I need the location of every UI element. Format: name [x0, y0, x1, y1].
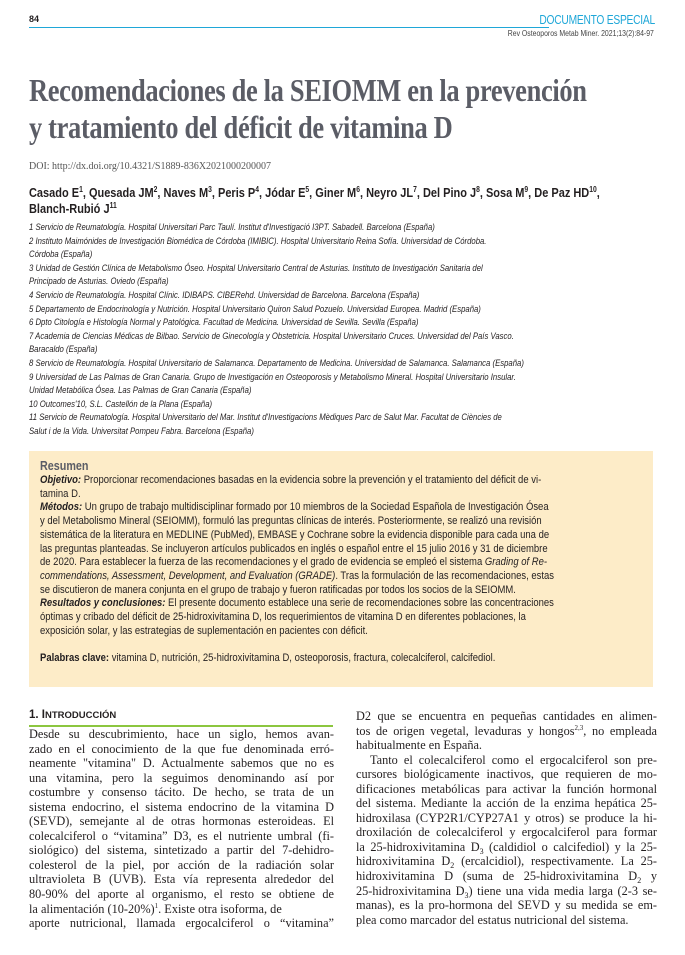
affiliation-ref: 11: [109, 201, 117, 210]
affiliation-line: 2 Instituto Maimónides de Investigación Biomédica de Córdoba (IMIBIC). Hospital Universitario Reina Sofía. Universidad de Córdoba.: [29, 235, 487, 247]
metodos-label: Métodos:: [40, 501, 83, 514]
citation-ref[interactable]: 1: [154, 901, 159, 910]
abstract-line: se discutieron de manera conjunta en el grupo de trabajo y fueron ratificadas por todos los socios de la SEIOMM.: [40, 583, 516, 596]
title-line: y tratamiento del déficit de vitamina D: [29, 110, 453, 145]
body-line: plea como marcador del estatus nutricional del sistema.: [356, 912, 629, 927]
abstract-line: las preguntas planteadas. Se incluyeron artículos publicados en inglés o español entre el 15 julio 2016 y 31 de diciembre: [40, 542, 548, 555]
affiliation-line: 4 Servicio de Reumatología. Hospital Clínic. IDIBAPS. CIBERehd. Universidad de Barcelona. Barcelona (España): [29, 289, 420, 301]
affiliation-line: 3 Unidad de Gestión Clínica de Metabolismo Óseo. Hospital Universitario Central de Asturias. Instituto de Investigación Sanitaria del: [29, 262, 483, 274]
abstract-line: [40, 501, 649, 515]
author-name: Naves M: [163, 185, 209, 200]
body-line: (SEVD), semejante al de otras hormonas esteroideas. El: [29, 814, 334, 829]
abstract-italic-text: Grading of Re-: [484, 556, 548, 569]
body-line: [356, 854, 657, 869]
author-name: Giner M: [315, 185, 357, 200]
abstract-line: óptimas y cribado del déficit de 25-hidroxivitamina D, los requerimientos de vitamina D en diferentes poblaciones, la: [40, 611, 526, 624]
affiliation-line: 10 Outcomes'10, S.L. Castellón de la Plana (España): [29, 398, 213, 410]
body-line: del sistema. Mediante la acción de la enzima hepática 25-: [356, 796, 657, 811]
abstract-line: [40, 570, 649, 584]
affiliation-line: 7 Academia de Ciencias Médicas de Bilbao. Servicio de Ginecología y Obstetricia. Hospital Universitario Cruces. Universidad del País Vasco.: [29, 330, 514, 342]
keywords-label: Palabras clave:: [40, 652, 110, 665]
author-name: Blanch-Rubió J: [29, 201, 110, 216]
abstract-heading: Resumen: [40, 459, 89, 473]
affiliation-ref: 10: [589, 185, 597, 194]
author-name: Neyro JL: [366, 185, 414, 200]
affiliation-line: Córdoba (España): [29, 249, 93, 261]
affiliation-ref: 2: [153, 185, 158, 194]
affiliation-line: 1 Servicio de Reumatología. Hospital Universitari Parc Taulí. Institut d'Investigació I3PT. Sabadell. Barcelona (España): [29, 222, 435, 233]
document-type-label: DOCUMENTO ESPECIAL: [539, 13, 655, 27]
body-line: droxilación de colecalciferol y ergocalciferol para formar: [356, 825, 657, 840]
abstract-text: Un grupo de trabajo multidisciplinar formado por 10 miembros de la Sociedad Española de Investigación Ósea: [82, 501, 549, 514]
author-name: Del Pino J: [422, 185, 477, 200]
body-line: una vitamina, pero la seguimos denominando así por: [29, 770, 334, 785]
body-line: zado en el conocimiento de la que fue denominada erró-: [29, 741, 334, 756]
page-number: 84: [29, 14, 40, 24]
abstract-content: [40, 459, 649, 666]
journal-reference: Rev Osteoporos Metab Miner. 2021;13(2):84-97: [507, 29, 654, 38]
author-name: Jódar E: [265, 185, 306, 200]
body-line: costumbre y consenso tácito. De hecho, se trata de un: [29, 785, 334, 800]
affiliation-ref: 8: [476, 185, 480, 194]
citation-ref[interactable]: 2,3: [574, 723, 584, 732]
abstract-text: de 2020. Para establecer la fuerza de las recomendaciones y el grado de evidencia se empleó el sistema: [40, 556, 485, 569]
abstract-line: [40, 597, 649, 611]
header-rule: [29, 27, 549, 28]
body-text: hidroxivitamina $D_2$ (ercalcidiol), respectivamente. La 25-: [356, 854, 657, 871]
body-text: tos de origen vegetal, levaduras y hongos$^{2,3}$, no empleada: [356, 723, 658, 738]
spacer: [40, 638, 649, 652]
abstract-italic-text: commendations, Assessment, Development, and Evaluation (GRADE): [40, 569, 336, 582]
affiliation-ref: 5: [305, 185, 310, 194]
section-heading: [29, 709, 334, 721]
affiliation-line: 5 Departamento de Endocrinología y Nutrición. Hospital Universitario Quiron Salud Pozuelo. Universidad Europea. Madrid (España): [29, 303, 481, 315]
body-text: hidroxivitamina D (suma de 25-hidroxivitamina $D_2$ y: [356, 869, 657, 886]
affiliation-line: Unidad Metabólica Ósea. Las Palmas de Gran Canaria (España): [29, 385, 252, 397]
affiliation-line: 9 Universidad de Las Palmas de Gran Canaria. Grupo de Investigación en Osteoporosis y Metabolismo Mineral. Hospital Universitario Insular.: [29, 371, 516, 383]
body-line: [356, 840, 657, 855]
affiliation-ref: 7: [413, 185, 417, 194]
section-title-rest: NTRODUCCIÓN: [45, 710, 117, 721]
body-line: hidroxilasa (CYP2R1/CYP27A1 y otros) se produce la hi-: [356, 810, 657, 825]
affiliation-line: 6 Dpto Citología e Histología Normal y Patológica. Facultad de Medicina. Universidad de Sevilla. Sevilla (España): [29, 317, 419, 329]
author-name: Quesada JM: [88, 185, 154, 200]
abstract-line: tamina D.: [40, 487, 81, 500]
affiliation-ref: 1: [79, 185, 83, 194]
keywords-line: [40, 652, 649, 666]
affiliation-ref: 9: [524, 185, 529, 194]
author-name: Sosa M: [485, 185, 525, 200]
author-name: De Paz HD: [534, 185, 590, 200]
body-line: sistema endocrino, el sistema endocrino de la vitamina D: [29, 799, 334, 814]
body-line: aporte nutricional, llamada ergocalciferol o “vitamina”: [29, 916, 334, 931]
body-line: [356, 724, 657, 739]
keywords-text: vitamina D, nutrición, 25-hidroxivitamina D, osteoporosis, fractura, colecalciferol, calcifediol.: [109, 652, 496, 665]
body-line: cursores biológicamente inactivos, que requieren de mo-: [356, 767, 657, 782]
abstract-text: Proporcionar recomendaciones basadas en la evidencia sobre la prevención y el tratamiento del déficit de vi-: [81, 474, 542, 486]
body-line: Tanto el colecalciferol como el ergocalciferol son pre-: [370, 752, 657, 767]
article-title: [29, 72, 667, 146]
body-line: habitualmente en España.: [356, 738, 482, 753]
body-line: colesterol de la piel, por acción de la radiación solar: [29, 857, 334, 872]
affiliation-list: [29, 221, 648, 439]
abstract-text: . Tras la formulación de las recomendaciones, estas: [335, 569, 555, 582]
affiliation-line: Salut i de la Vida. Universitat Pompeu Fabra. Barcelona (España): [29, 425, 254, 437]
abstract-line: sistemática de la literatura en MEDLINE (PubMed), EMBASE y Cochrane sobre la evidencia disponible para cada una de: [40, 528, 550, 541]
section-number: 1.: [29, 709, 42, 721]
body-line: colecalciferol o “vitamina” D3, es el nutriente umbral (fi-: [29, 828, 334, 843]
author-name: Casado E: [29, 185, 80, 200]
affiliation-line: 8 Servicio de Reumatología. Hospital Universitario de Salamanca. Departamento de Medicina. Universidad de Salamanca. Salamanca (España): [29, 357, 524, 369]
body-column-left: [29, 727, 334, 931]
author-name: Peris P: [217, 185, 256, 200]
section-title-initial: I: [41, 709, 45, 721]
affiliation-ref: 6: [356, 185, 360, 194]
resultados-label: Resultados y conclusiones:: [40, 597, 166, 610]
affiliation-line: Baracaldo (España): [29, 344, 98, 356]
body-line: siológico) del sistema, sintetizado a partir del 7-dehidro-: [29, 843, 334, 858]
affiliation-ref: 3: [208, 185, 212, 194]
body-line: [356, 869, 657, 884]
body-text: la 25-hidroxivitamina $D_3$ (caldidiol o calcifediol) y la 25-: [356, 839, 657, 856]
body-line: dificaciones metabólicas para activar la función hormonal: [356, 781, 657, 796]
body-line: 80-90% del aporte al organismo, el resto se obtiene de: [29, 887, 334, 902]
abstract-box: [29, 451, 653, 687]
body-line: Desde su descubrimiento, hace un siglo, hemos avan-: [29, 727, 334, 741]
title-line: Recomendaciones de la SEIOMM en la prevención: [29, 73, 587, 108]
objetivo-label: Objetivo:: [40, 474, 82, 486]
abstract-line: exposición solar, y las estrategias de suplementación en pacientes con déficit.: [40, 624, 368, 637]
body-line: [356, 884, 657, 899]
body-line: neamente "vitamina" D. Actualmente sabemos que no es: [29, 756, 334, 771]
body-line: ultravioleta B (UVB). Esta vía representa alrededor del: [29, 872, 334, 887]
body-line: D2 que se encuentra en pequeñas cantidades en alimen-: [356, 709, 657, 723]
affiliation-line: 11 Servicio de Reumatología. Hospital Universitario del Mar. Institut d'Investigacions Mèdiques Parc de Salut Mar. Facultat de Ciències de: [29, 412, 502, 424]
abstract-line: [40, 556, 649, 570]
author-list: Casado $E^1$, Quesada $JM^2$, Naves $M^3$, Peris $P^4$, Jódar $E^5$, Giner $M^6$, Neyro $JL^7$, Del Pino $J^8$, Sosa $M^9$, De Paz HD$^{10}$, Blanch-Rubió $J^{11}$: [29, 185, 600, 216]
abstract-line: [40, 474, 649, 488]
affiliation-line: Principado de Asturias. Oviedo (España): [29, 276, 169, 288]
body-column-right: [356, 709, 657, 927]
abstract-text: El presente documento establece una serie de recomendaciones sobre las concentraciones: [165, 597, 554, 610]
doi-link[interactable]: DOI: http://dx.doi.org/10.4321/S1889-836X2021000200007: [29, 161, 272, 172]
abstract-line: y del Metabolismo Mineral (SEIOMM), formuló las preguntas clínicas de interés. Posteriormente, se realizó una revisión: [40, 515, 542, 528]
body-line: manas), es la pro-hormona del SEVD y su medida se em-: [356, 898, 657, 913]
affiliation-ref: 4: [255, 185, 260, 194]
body-text: 25-hidroxivitamina $D_3$) tiene una vida media larga (2-3 se-: [356, 883, 657, 900]
body-line: la alimentación $(10-20\%)^1$. Existe otra isoforma, de: [29, 901, 282, 916]
